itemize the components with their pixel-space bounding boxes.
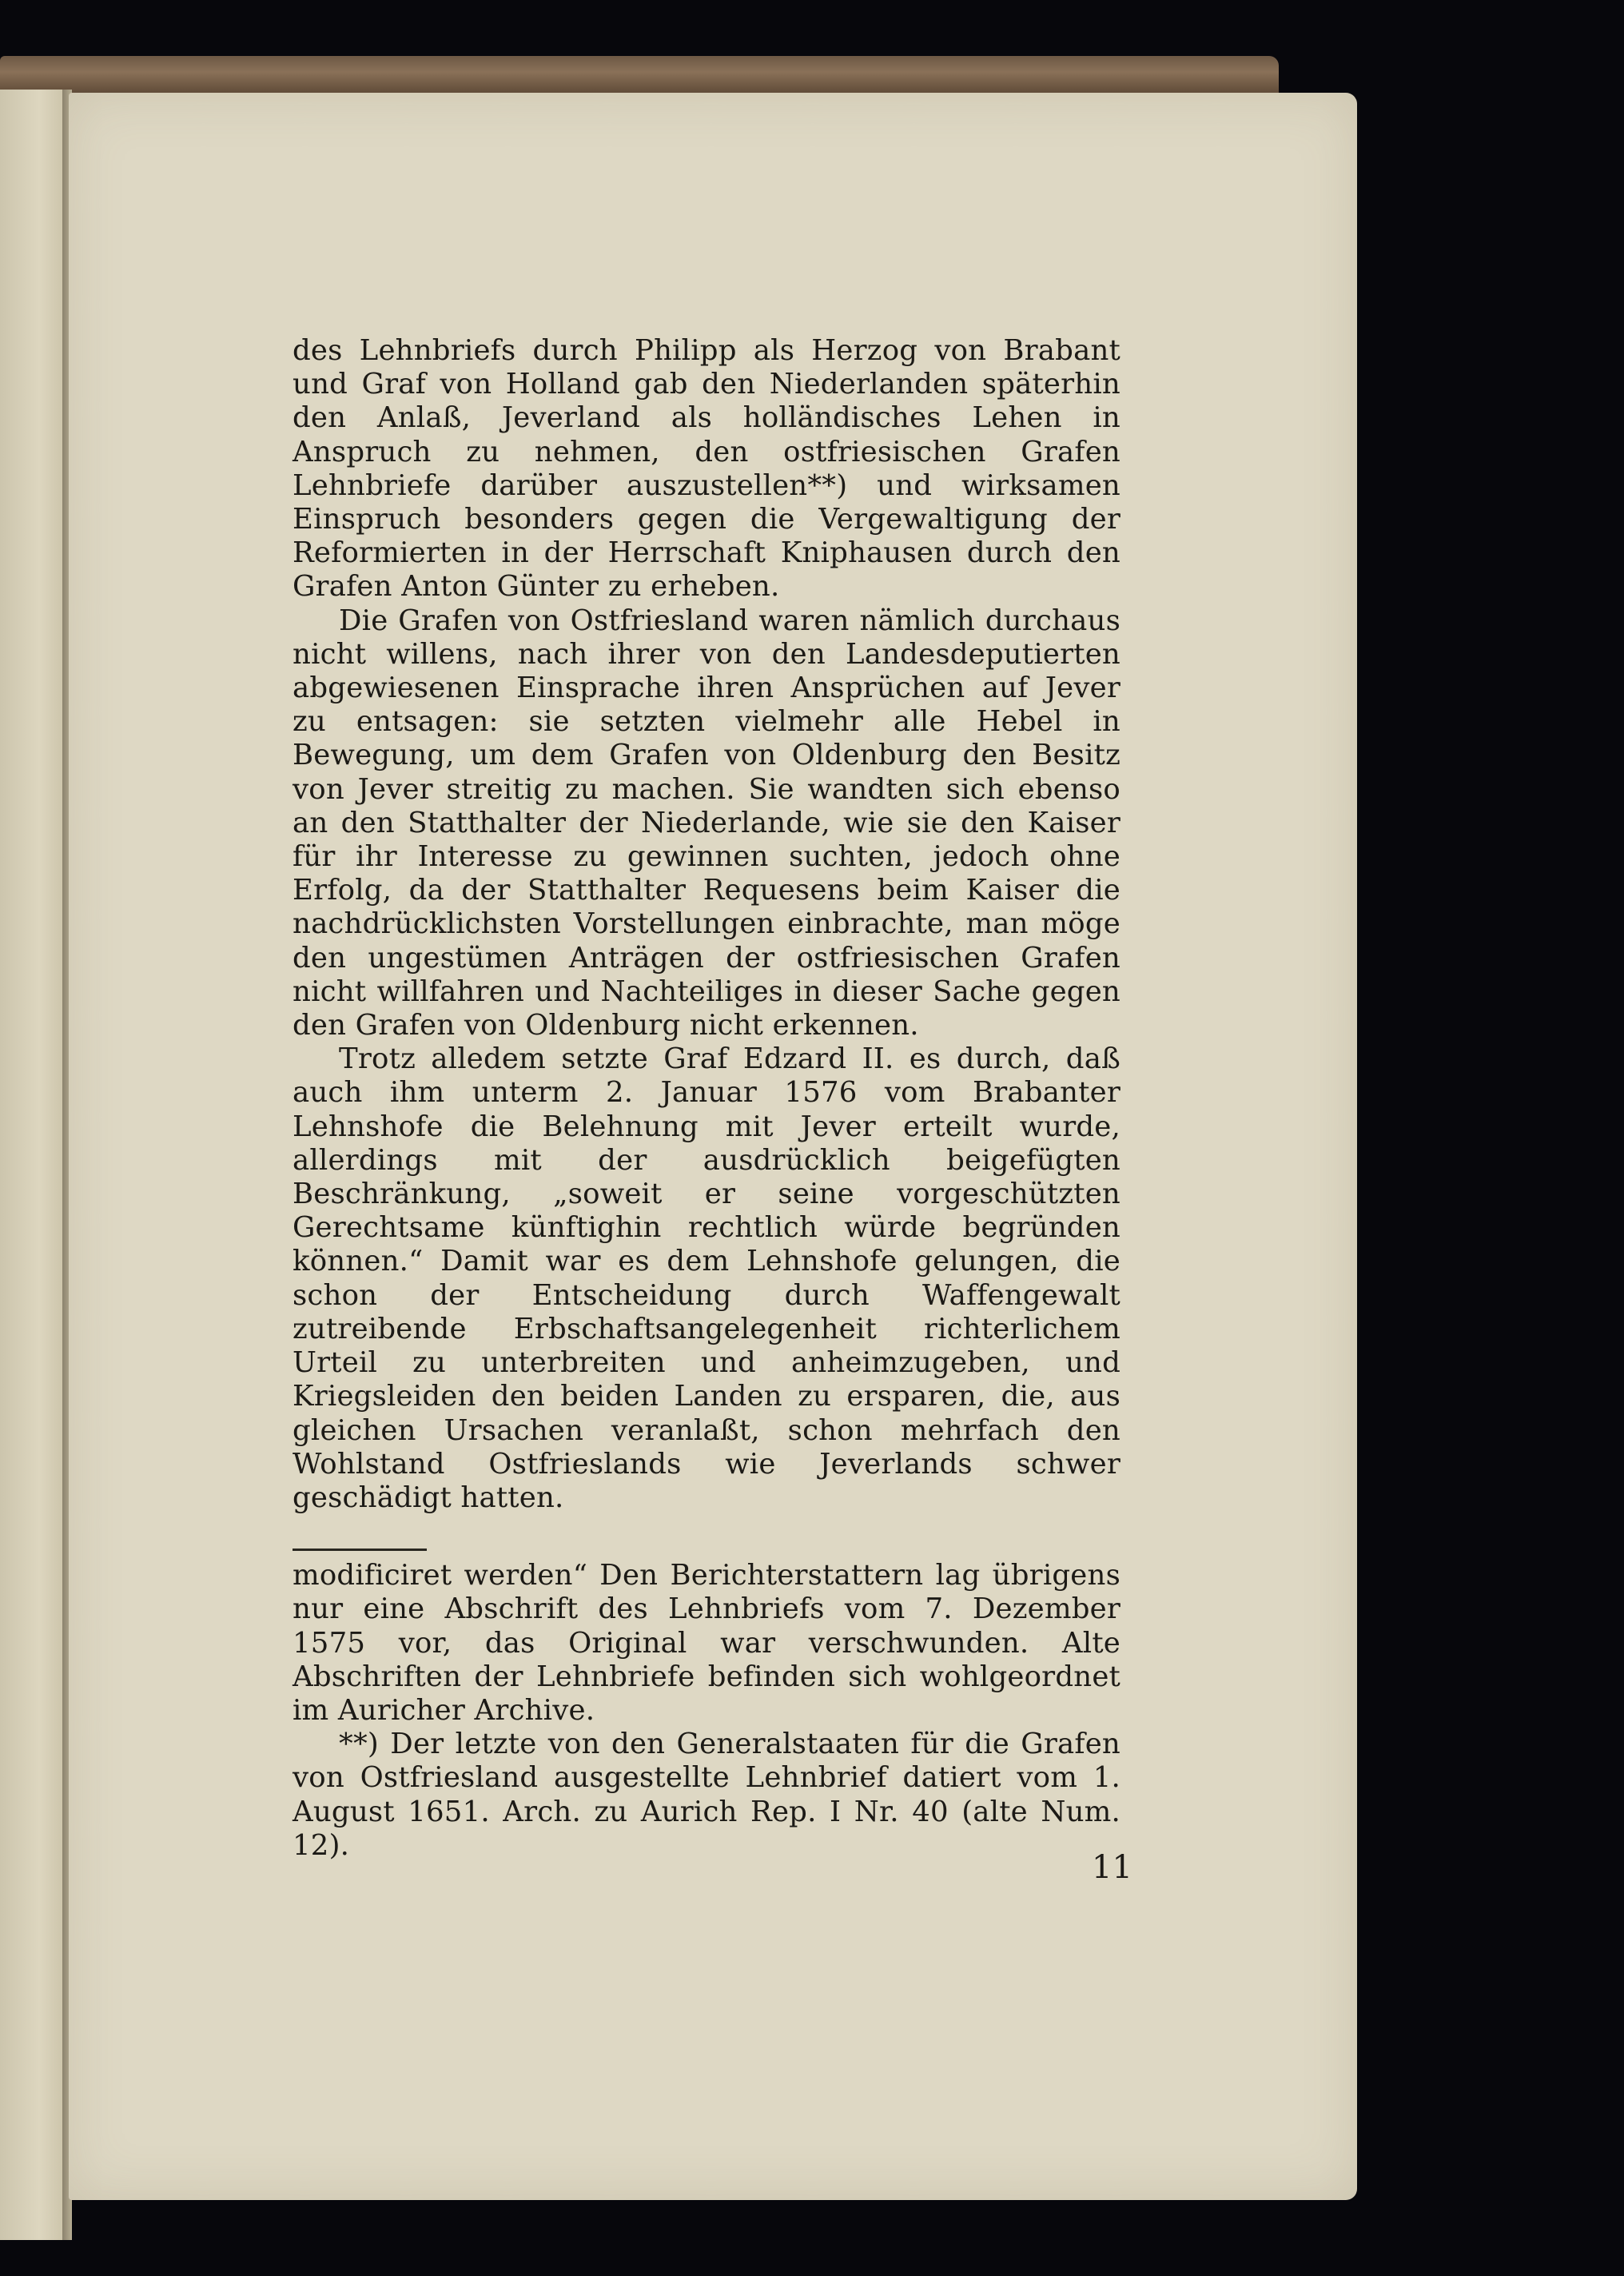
- footnote-rule: [293, 1549, 427, 1551]
- text-block: [293, 334, 1120, 1863]
- footnote: **) Der letzte von den Generalstaaten für die Grafen von Ostfriesland ausgestellte Lehnbrief datiert vom 1. August 1651. Arch. zu Aurich Rep. I Nr. 40 (alte Num. 12).: [293, 1728, 1120, 1862]
- paragraph: Trotz alledem setzte Graf Edzard II. es durch, daß auch ihm unterm 2. Januar 1576 vom Brabanter Lehnshofe die Belehnung mit Jever erteilt wurde, allerdings mit der ausdrücklich beigefügten Beschränkung, „soweit er seine vorgeschützten Gerechtsame künftighin rechtlich würde begründen können.“ Damit war es dem Lehnshofe gelungen, die schon der Entscheidung durch Waffengewalt zutreibende Erbschaftsangelegenheit richterlichem Urteil zu unterbreiten und anheimzugeben, und Kriegsleiden den beiden Landen zu ersparen, die, aus gleichen Ursachen veranlaßt, schon mehrfach den Wohlstand Ostfrieslands wie Jeverlands schwer geschädigt hatten.: [293, 1042, 1120, 1514]
- footnote: modificiret werden“ Den Berichterstattern lag übrigens nur eine Abschrift des Lehnbriefs vom 7. Dezember 1575 vor, das Original war verschwunden. Alte Abschriften der Lehnbriefe befinden sich wohlgeordnet im Auricher Archive.: [293, 1559, 1120, 1727]
- book-page: [69, 93, 1357, 2200]
- page-number: 11: [1092, 1849, 1132, 1886]
- footnotes: [293, 1559, 1120, 1863]
- left-page-edge: [0, 90, 66, 2240]
- main-text: [293, 334, 1120, 1515]
- paragraph: Die Grafen von Ostfriesland waren nämlich durchaus nicht willens, nach ihrer von den Landesdeputierten abgewiesenen Einsprache ihren Ansprüchen auf Jever zu entsagen: sie setzten vielmehr alle Hebel in Bewegung, um dem Grafen von Oldenburg den Besitz von Jever streitig zu machen. Sie wandten sich ebenso an den Statthalter der Niederlande, wie sie den Kaiser für ihr Interesse zu gewinnen suchten, jedoch ohne Erfolg, da der Statthalter Requesens beim Kaiser die nachdrücklichsten Vorstellungen einbrachte, man möge den ungestümen Anträgen der ostfriesischen Grafen nicht willfahren und Nachteiliges in dieser Sache gegen den Grafen von Oldenburg nicht erkennen.: [293, 604, 1120, 1042]
- paragraph: des Lehnbriefs durch Philipp als Herzog von Brabant und Graf von Holland gab den Niederlanden späterhin den Anlaß, Jeverland als holländisches Lehen in Anspruch zu nehmen, den ostfriesischen Grafen Lehnbriefe darüber auszustellen**) und wirksamen Einspruch besonders gegen die Vergewaltigung der Reformierten in der Herrschaft Kniphausen durch den Grafen Anton Günter zu erheben.: [293, 334, 1120, 604]
- book-cover-edge: [0, 56, 1279, 96]
